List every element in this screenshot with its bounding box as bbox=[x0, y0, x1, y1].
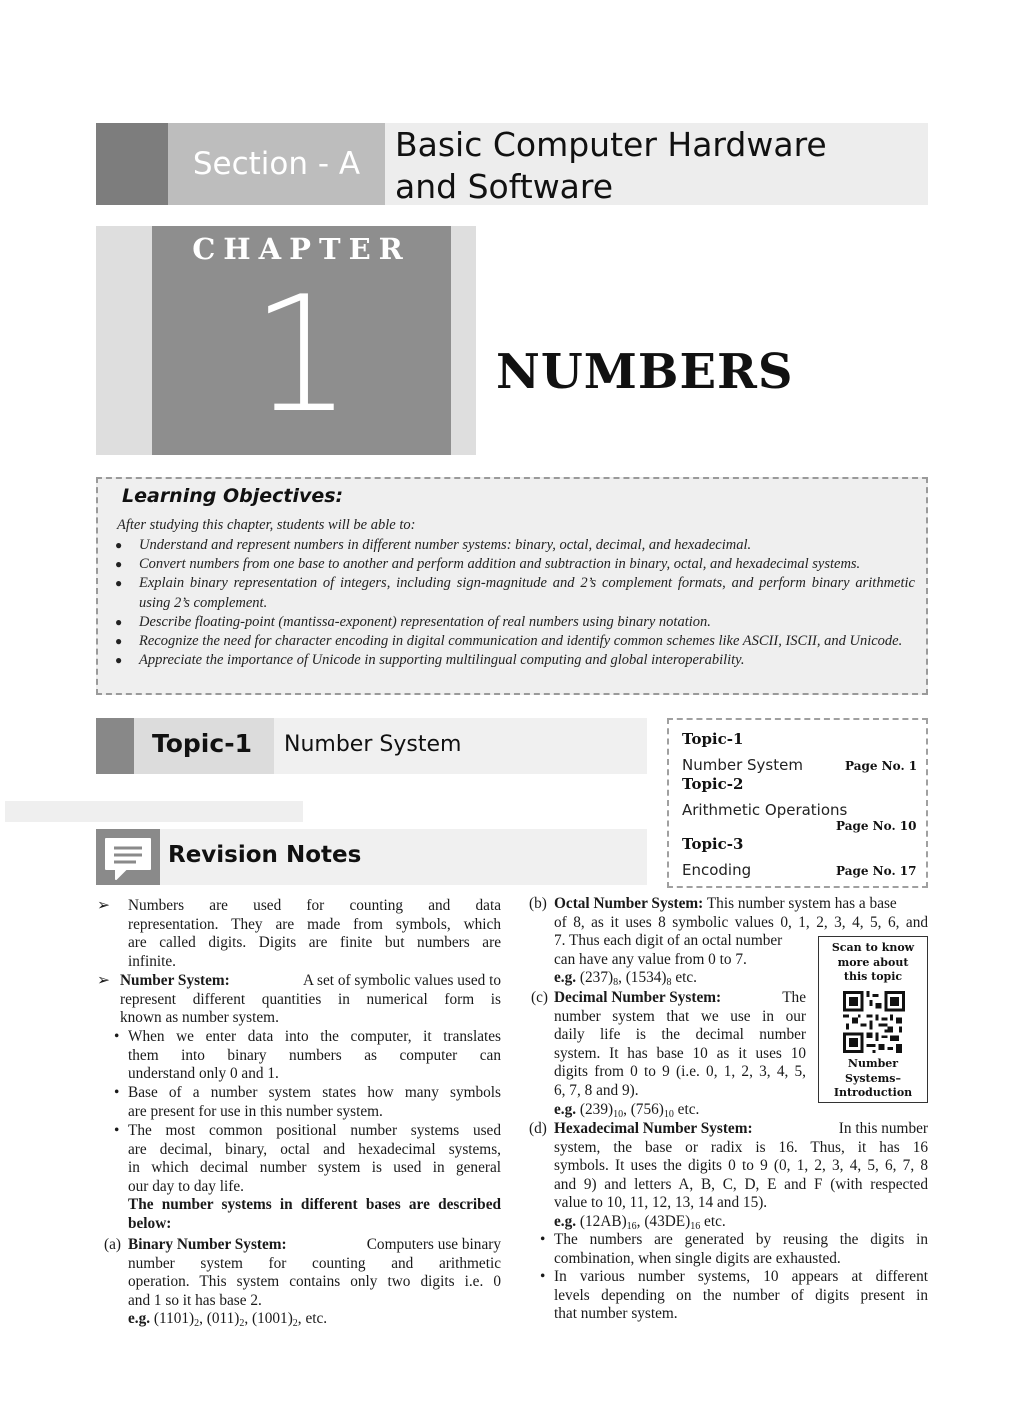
topic-bar-dark-block bbox=[96, 718, 134, 774]
topic-index-page: Page No. 17 bbox=[836, 864, 917, 878]
chapter-title: NUMBERS bbox=[496, 344, 794, 400]
topic-index-heading: Topic-3 bbox=[682, 835, 744, 853]
bullet-paragraph: The numbers are generated by reusing the digits in combination, when single digits are exhausted. bbox=[554, 1231, 928, 1267]
section-title-line: and Software bbox=[395, 167, 614, 206]
notes-icon bbox=[96, 829, 160, 885]
bullet-icon: • bbox=[114, 1028, 120, 1045]
section-title bbox=[395, 124, 827, 208]
topic-index-name: Encoding bbox=[682, 861, 752, 879]
topic-index-page: Page No. 10 bbox=[836, 819, 917, 833]
bullet-paragraph: The most common positional number systems used are decimal, binary, octal and hexadecimal systems, in which decimal number system is used in general our day to day life. bbox=[128, 1122, 501, 1195]
bullet-icon: ● bbox=[115, 653, 123, 668]
list-marker: (a) bbox=[104, 1236, 121, 1253]
qr-caption-top: Scan to know more about this topic bbox=[831, 941, 915, 983]
list-marker: (d) bbox=[529, 1120, 547, 1137]
objective-item: ● Describe floating-point (mantissa-exponent) representation of real numbers using binary notation. bbox=[111, 613, 915, 632]
paragraph-number-system: Number System: A set of symbolic values used to represent different quantities in numerical form is known as number system. bbox=[120, 972, 501, 1027]
qr-code-icon[interactable] bbox=[843, 991, 905, 1053]
topic-index-name: Arithmetic Operations bbox=[682, 801, 848, 819]
octal-system-paragraph: Octal Number System: This number system has a base of 8, as it uses 8 symbolic values 0, 1, 2, 3, 4, 5, 6, and 7. Thus each digit of an octal number can have any value from 0 to 7. e.g. $(237)_8$, $(1534)_8$ etc. bbox=[554, 895, 928, 989]
objective-item: ● Convert numbers from one base to another and perform addition and subtraction in binary, octal, and hexadecimal systems. bbox=[111, 555, 915, 574]
objective-item: ● Recognize the need for character encoding in digital communication and identify common schemes like ASCII, ISCII, and Unicode. bbox=[111, 632, 915, 651]
bullet-icon: ● bbox=[115, 614, 123, 629]
topic-name: Number System bbox=[284, 732, 462, 757]
bullet-icon: • bbox=[540, 1231, 546, 1248]
topic-index-name: Number System bbox=[682, 756, 803, 774]
learning-objectives-intro: After studying this chapter, students will be able to: bbox=[117, 517, 416, 533]
section-title-line: Basic Computer Hardware bbox=[395, 125, 827, 164]
bullet-icon: ● bbox=[115, 538, 123, 552]
bullet-icon: ● bbox=[115, 557, 123, 572]
topic-index-heading: Topic-1 bbox=[682, 730, 744, 748]
arrow-bullet-icon: ➢ bbox=[97, 972, 110, 989]
revision-notes-label: Revision Notes bbox=[168, 842, 362, 868]
bold-note: The number systems in different bases are described below: bbox=[128, 1196, 501, 1232]
learning-objectives-list bbox=[111, 536, 915, 670]
objective-item: ● Understand and represent numbers in different number systems: binary, octal, decimal, and hexadecimal. bbox=[111, 536, 915, 555]
octal-examples: e.g. $(237)_8$, $(1534)_8$ etc. bbox=[554, 969, 697, 989]
list-marker: (b) bbox=[529, 895, 547, 912]
qr-caption-bottom: Number Systems– Introduction bbox=[833, 1057, 913, 1099]
bullet-icon: ● bbox=[115, 634, 123, 649]
binary-system-paragraph: Binary Number System: Computers use binary number system for counting and arithmetic operation. This system contains only two digits i.e. 0 and 1 so it has base 2. e.g. $(1101)_2$, $(011)_2$, $(1001)_2$, etc. bbox=[128, 1236, 501, 1330]
topic-index-page: Page No. 1 bbox=[845, 759, 918, 773]
hexadecimal-examples: e.g. $(12AB)_{16}$, $(43DE)_{16}$ etc. bbox=[554, 1212, 726, 1232]
paragraph-numbers: Numbers are used for counting and data representation. They are made from symbols, which are called digits. Digits are finite but numbers are infinite. bbox=[128, 897, 501, 970]
hexadecimal-system-paragraph: Hexadecimal Number System: In this number system, the base or radix is 16. Thus, it has 16 symbols. It uses the digits 0 to 9 (0, 1, 2, 3, 4, 5, 6, 7, 8 and 9) and letters A, B, C, D, E and F (with respected value to 10, 11, 12, 13, 14 and 15). e.g. $(12AB)_{16}$, $(43DE)_{16}$ etc. bbox=[554, 1120, 928, 1232]
bullet-icon: • bbox=[114, 1122, 120, 1139]
bullet-icon: ● bbox=[115, 576, 123, 591]
chapter-word: CHAPTER bbox=[192, 232, 411, 266]
bullet-icon: • bbox=[114, 1084, 120, 1101]
revision-notes-icon-block bbox=[96, 829, 160, 885]
binary-examples: e.g. $(1101)_2$, $(011)_2$, $(1001)_2$, etc. bbox=[128, 1310, 328, 1330]
objective-item: ● Explain binary representation of integers, including sign-magnitude and 2’s complement formats, and perform binary arithmetic using 2’s complement. bbox=[115, 575, 915, 611]
bullet-paragraph: Base of a number system states how many symbols are present for use in this number system. bbox=[128, 1084, 501, 1120]
decorative-strip bbox=[5, 801, 303, 822]
objective-item: ● Appreciate the importance of Unicode in supporting multilingual computing and global interoperability. bbox=[111, 651, 915, 670]
bullet-paragraph: In various number systems, 10 appears at different levels depending on the number of digits present in that number system. bbox=[554, 1268, 928, 1323]
decimal-system-paragraph: Decimal Number System: The number system that we use in our daily life is the decimal number system. It has base 10 as it uses 10 digits from 0 to 9 (i.e. 0, 1, 2, 3, 4, 5, 6, 7, 8 and 9). e.g. $(239)_{10}$, $(756)_{10}$ etc. bbox=[554, 989, 806, 1120]
topic-index-heading: Topic-2 bbox=[682, 775, 744, 793]
bullet-icon: • bbox=[540, 1268, 546, 1285]
decimal-examples: e.g. $(239)_{10}$, $(756)_{10}$ etc. bbox=[554, 1100, 700, 1120]
topic-label: Topic-1 bbox=[152, 729, 252, 758]
learning-objectives-heading: Learning Objectives: bbox=[122, 485, 344, 507]
bullet-paragraph: When we enter data into the computer, it translates them into binary numbers as computer can understand only 0 and 1. bbox=[128, 1028, 501, 1083]
list-marker: (c) bbox=[531, 989, 548, 1006]
chapter-number: 1 bbox=[250, 261, 353, 448]
arrow-bullet-icon: ➢ bbox=[97, 897, 110, 914]
section-banner-dark-block bbox=[96, 123, 168, 205]
section-label: Section - A bbox=[192, 146, 361, 182]
